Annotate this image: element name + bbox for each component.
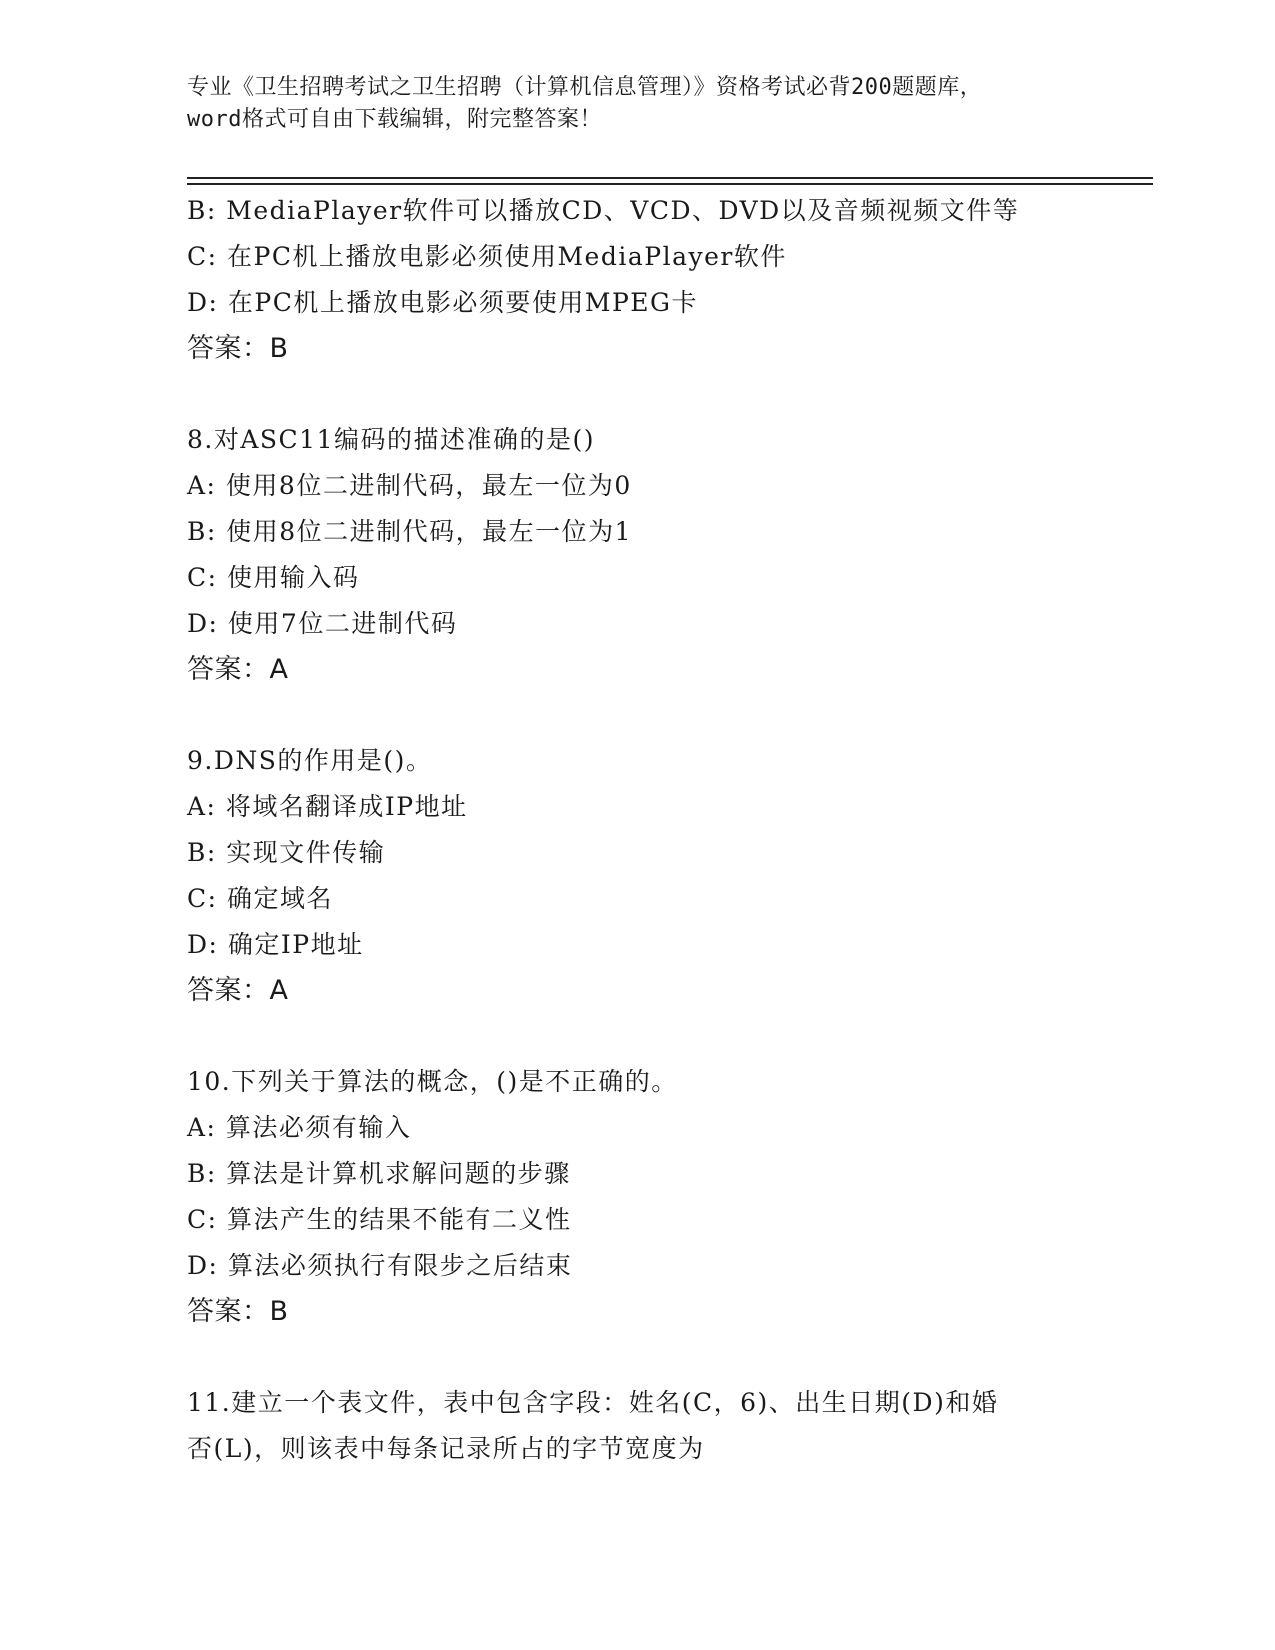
document-header (187, 72, 1087, 136)
option-b: B: 实现文件传输 (187, 838, 386, 867)
option-c: C: 算法产生的结果不能有二义性 (187, 1205, 572, 1234)
answer-label: 答案：B (187, 1296, 289, 1327)
answer-label: 答案：A (187, 975, 289, 1006)
header-title-line-1: 专业《卫生招聘考试之卫生招聘（计算机信息管理）》资格考试必背200题题库， (187, 75, 983, 100)
question-continued (187, 188, 1153, 372)
header-divider-bottom (187, 183, 1153, 185)
question-stem: 8.对ASC11编码的描述准确的是() (187, 425, 595, 454)
answer-label: 答案：B (187, 333, 289, 364)
option-a: A: 使用8位二进制代码，最左一位为0 (187, 471, 632, 500)
option-a: A: 算法必须有输入 (187, 1113, 412, 1142)
question-10 (187, 1059, 1153, 1335)
option-d: D: 算法必须执行有限步之后结束 (187, 1251, 573, 1280)
option-d: D: 在PC机上播放电影必须要使用MPEG卡 (187, 288, 699, 317)
option-b: B: 使用8位二进制代码，最左一位为1 (187, 517, 633, 546)
header-title-line-2: word格式可自由下载编辑，附完整答案！ (187, 107, 602, 132)
answer-label: 答案：A (187, 654, 289, 685)
option-c: C: 在PC机上播放电影必须使用MediaPlayer软件 (187, 242, 787, 271)
question-8 (187, 417, 1153, 693)
option-d: D: 使用7位二进制代码 (187, 609, 458, 638)
header-divider-top (187, 177, 1153, 179)
option-d: D: 确定IP地址 (187, 930, 364, 959)
question-list (187, 188, 1153, 1472)
option-b: B: 算法是计算机求解问题的步骤 (187, 1159, 571, 1188)
question-stem: 10.下列关于算法的概念，()是不正确的。 (187, 1067, 678, 1096)
question-stem-line-1: 11.建立一个表文件，表中包含字段：姓名(C，6)、出生日期(D)和婚 (187, 1388, 999, 1417)
option-c: C: 确定域名 (187, 884, 333, 913)
option-a: A: 将域名翻译成IP地址 (187, 792, 468, 821)
question-11 (187, 1380, 1153, 1472)
question-stem: 9.DNS的作用是()。 (187, 746, 433, 775)
question-stem-line-2: 否(L)，则该表中每条记录所占的字节宽度为 (187, 1434, 705, 1463)
option-c: C: 使用输入码 (187, 563, 360, 592)
question-9 (187, 738, 1153, 1014)
option-b: B: MediaPlayer软件可以播放CD、VCD、DVD以及音频视频文件等 (187, 196, 1020, 225)
